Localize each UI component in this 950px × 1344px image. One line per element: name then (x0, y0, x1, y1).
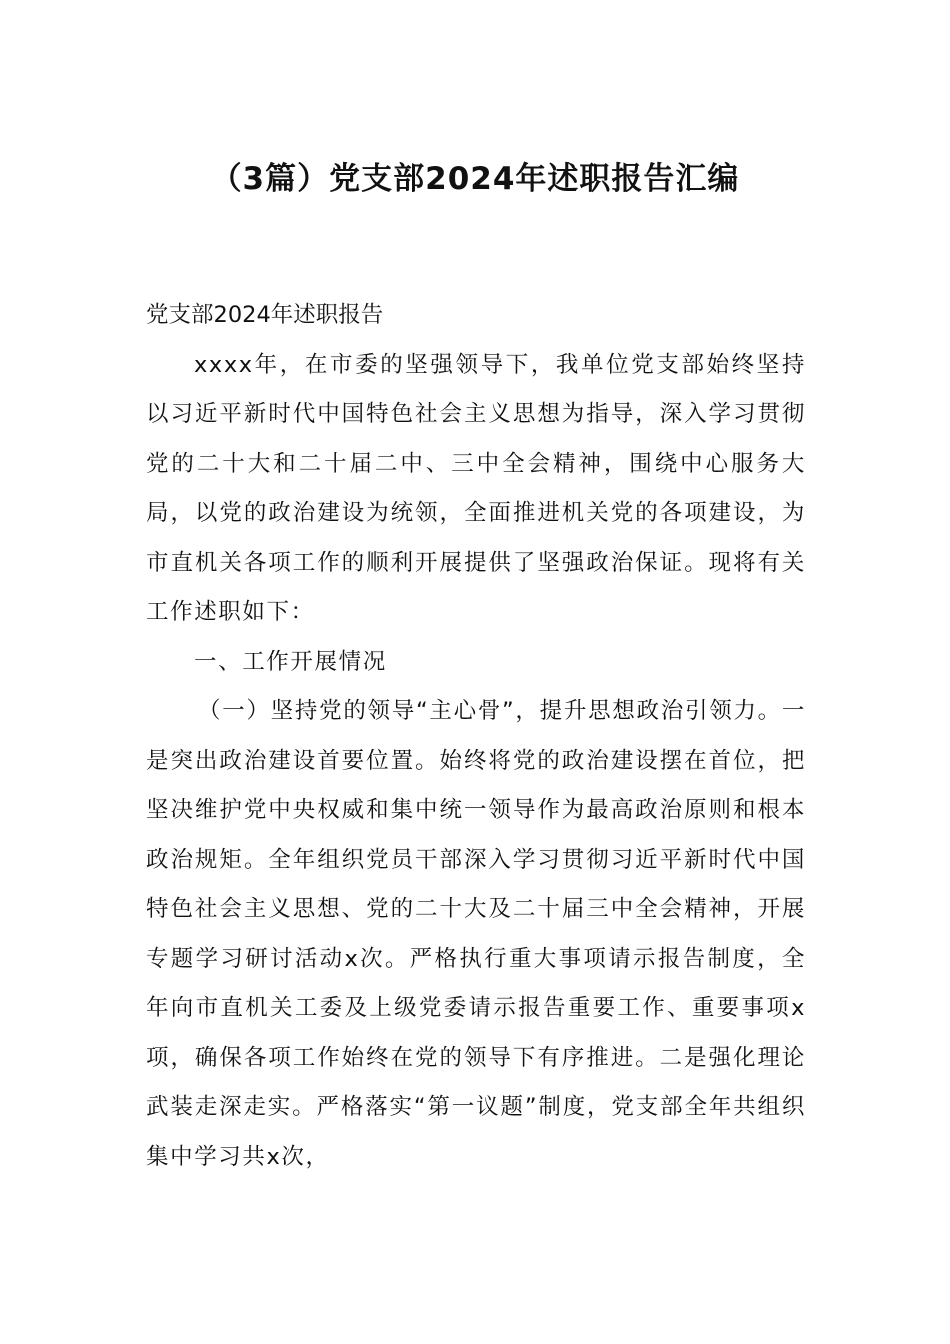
report-subtitle: 党支部2024年述职报告 (146, 302, 384, 328)
document-title: （3篇）党支部2024年述职报告汇编 (210, 161, 740, 197)
section-heading: 一、工作开展情况 (194, 648, 387, 675)
section-paragraph: （一）坚持党的领导“主心骨”，提升思想政治引领力。一是突出政治建设首要位置。始终将党的政治建设摆在首位，把坚决维护党中央权威和集中统一领导作为最高政治原则和根本政治规矩。全年组织党员干部深入学习贯彻习近平新时代中国特色社会主义思想、党的二十大及二十届三中全会精神，开展专题学习研讨活动x次。严格执行重大事项请示报告制度，全年向市直机关工委及上级党委请示报告重要工作、重要事项x项，确保各项工作始终在党的领导下有序推进。二是强化理论武装走深走实。严格落实“第一议题”制度，党支部全年共组织集中学习共x次， (146, 698, 806, 1170)
intro-paragraph: xxxx年，在市委的坚强领导下，我单位党支部始终坚持以习近平新时代中国特色社会主义思想为指导，深入学习贯彻党的二十大和二十届二中、三中全会精神，围绕中心服务大局，以党的政治建设为统领，全面推进机关党的各项建设，为市直机关各项工作的顺利开展提供了坚强政治保证。现将有关工作述职如下： (146, 351, 806, 625)
document-body (146, 291, 806, 1182)
